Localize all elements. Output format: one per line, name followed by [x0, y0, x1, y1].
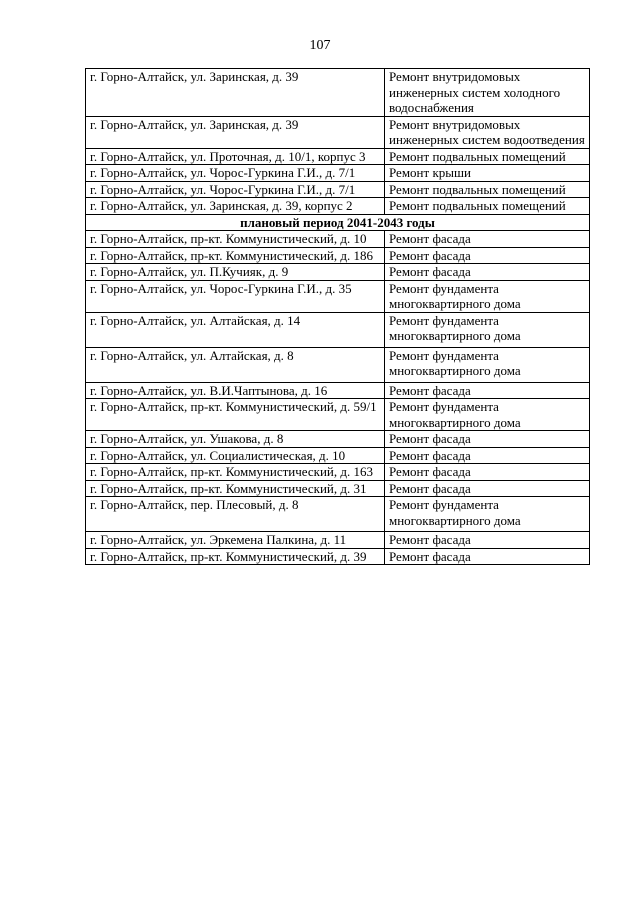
work-cell: Ремонт внутридомовых инженерных систем водоотведения — [385, 116, 590, 148]
table-row — [86, 347, 590, 382]
table-row — [86, 116, 590, 148]
table-row — [86, 280, 590, 312]
address-cell: г. Горно-Алтайск, ул. Заринская, д. 39 — [86, 116, 385, 148]
table-row — [86, 464, 590, 481]
table-row — [86, 198, 590, 215]
table-row — [86, 480, 590, 497]
address-cell: г. Горно-Алтайск, пр-кт. Коммунистический, д. 39 — [86, 548, 385, 565]
work-cell: Ремонт фундамента многоквартирного дома — [385, 312, 590, 347]
address-cell: г. Горно-Алтайск, ул. Чорос-Гуркина Г.И., д. 35 — [86, 280, 385, 312]
table-row — [86, 69, 590, 117]
work-cell: Ремонт фасада — [385, 464, 590, 481]
address-cell: г. Горно-Алтайск, ул. Чорос-Гуркина Г.И., д. 7/1 — [86, 181, 385, 198]
address-cell: г. Горно-Алтайск, пер. Плесовый, д. 8 — [86, 497, 385, 532]
page-number: 107 — [309, 38, 331, 53]
table-row — [86, 181, 590, 198]
work-cell: Ремонт фасада — [385, 231, 590, 248]
repair-table — [85, 68, 590, 565]
address-cell: г. Горно-Алтайск, ул. Алтайская, д. 14 — [86, 312, 385, 347]
work-cell: Ремонт фундамента многоквартирного дома — [385, 497, 590, 532]
work-cell: Ремонт фундамента многоквартирного дома — [385, 347, 590, 382]
table-row — [86, 497, 590, 532]
work-cell: Ремонт фундамента многоквартирного дома — [385, 399, 590, 431]
address-cell: г. Горно-Алтайск, ул. В.И.Чаптынова, д. 16 — [86, 382, 385, 399]
table-row — [86, 148, 590, 165]
address-cell: г. Горно-Алтайск, ул. Заринская, д. 39, корпус 2 — [86, 198, 385, 215]
table-row — [86, 231, 590, 248]
address-cell: г. Горно-Алтайск, ул. Заринская, д. 39 — [86, 69, 385, 117]
address-cell: г. Горно-Алтайск, ул. Социалистическая, д. 10 — [86, 447, 385, 464]
section-header: плановый период 2041-2043 годы — [86, 214, 590, 231]
work-cell: Ремонт фасада — [385, 548, 590, 565]
work-cell: Ремонт фасада — [385, 480, 590, 497]
table-row — [86, 312, 590, 347]
address-cell: г. Горно-Алтайск, пр-кт. Коммунистический, д. 59/1 — [86, 399, 385, 431]
work-cell: Ремонт подвальных помещений — [385, 198, 590, 215]
work-cell: Ремонт фасада — [385, 264, 590, 281]
table-row — [86, 247, 590, 264]
address-cell: г. Горно-Алтайск, пр-кт. Коммунистический, д. 10 — [86, 231, 385, 248]
address-cell: г. Горно-Алтайск, пр-кт. Коммунистический, д. 31 — [86, 480, 385, 497]
address-cell: г. Горно-Алтайск, ул. Ушакова, д. 8 — [86, 431, 385, 448]
table-row — [86, 548, 590, 565]
table-row — [86, 165, 590, 182]
work-cell: Ремонт внутридомовых инженерных систем холодного водоснабжения — [385, 69, 590, 117]
work-cell: Ремонт фасада — [385, 382, 590, 399]
work-cell: Ремонт подвальных помещений — [385, 181, 590, 198]
work-cell: Ремонт фундамента многоквартирного дома — [385, 280, 590, 312]
address-cell: г. Горно-Алтайск, пр-кт. Коммунистический, д. 163 — [86, 464, 385, 481]
work-cell: Ремонт фасада — [385, 447, 590, 464]
work-cell: Ремонт подвальных помещений — [385, 148, 590, 165]
section-header-row — [86, 214, 590, 231]
table-row — [86, 532, 590, 549]
address-cell: г. Горно-Алтайск, ул. Алтайская, д. 8 — [86, 347, 385, 382]
table-row — [86, 431, 590, 448]
table-row — [86, 264, 590, 281]
address-cell: г. Горно-Алтайск, пр-кт. Коммунистический, д. 186 — [86, 247, 385, 264]
address-cell: г. Горно-Алтайск, ул. Чорос-Гуркина Г.И., д. 7/1 — [86, 165, 385, 182]
address-cell: г. Горно-Алтайск, ул. П.Кучияк, д. 9 — [86, 264, 385, 281]
work-cell: Ремонт крыши — [385, 165, 590, 182]
work-cell: Ремонт фасада — [385, 247, 590, 264]
address-cell: г. Горно-Алтайск, ул. Проточная, д. 10/1, корпус 3 — [86, 148, 385, 165]
address-cell: г. Горно-Алтайск, ул. Эркемена Палкина, д. 11 — [86, 532, 385, 549]
table-row — [86, 399, 590, 431]
work-cell: Ремонт фасада — [385, 431, 590, 448]
work-cell: Ремонт фасада — [385, 532, 590, 549]
table-row — [86, 382, 590, 399]
table-row — [86, 447, 590, 464]
